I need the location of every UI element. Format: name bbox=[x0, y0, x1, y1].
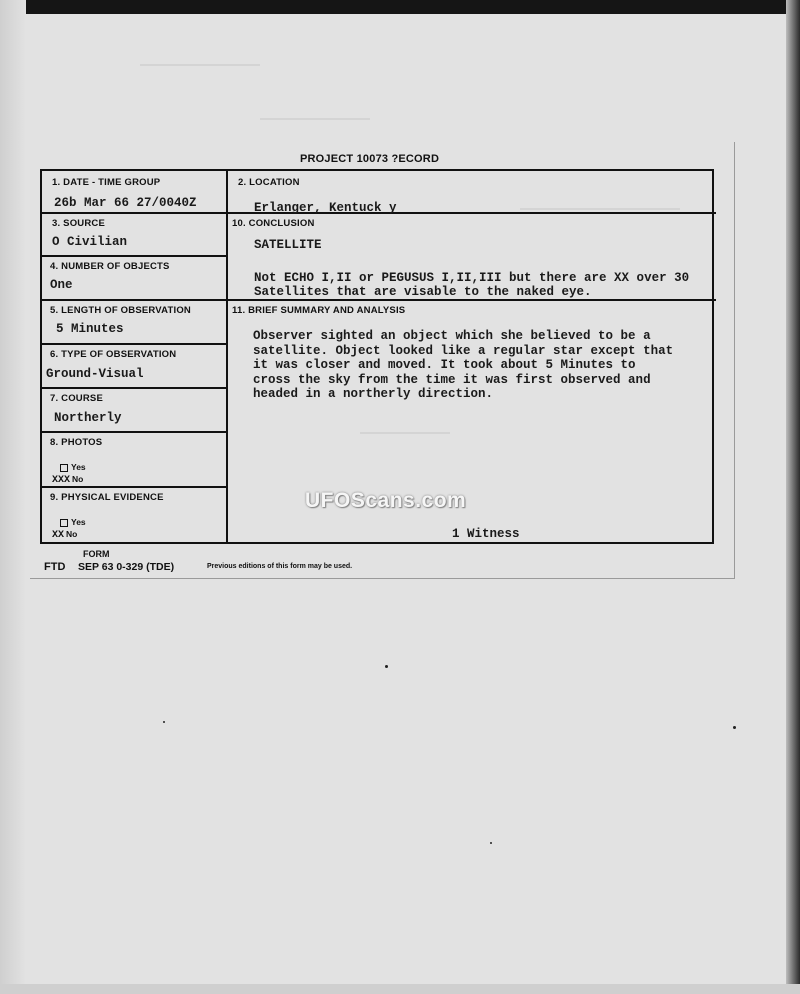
bleed-through-mark bbox=[260, 118, 370, 120]
conclusion-value: SATELLITE bbox=[254, 238, 322, 252]
row-divider bbox=[42, 343, 226, 345]
physical-evidence-no-option bbox=[52, 529, 77, 541]
row-divider bbox=[42, 255, 226, 257]
summary-line: Observer sighted an object which she believed to be a bbox=[253, 329, 651, 343]
physical-evidence-yes-option bbox=[60, 517, 86, 527]
date-time-label: 1. DATE - TIME GROUP bbox=[52, 177, 161, 188]
length-of-observation-value: 5 Minutes bbox=[56, 322, 124, 336]
record-form bbox=[40, 169, 714, 544]
course-value: Northerly bbox=[54, 411, 122, 425]
summary-label: 11. BRIEF SUMMARY AND ANALYSIS bbox=[232, 305, 406, 316]
physical-evidence-no-mark: XX bbox=[52, 530, 65, 541]
date-time-value: 26b Mar 66 27/0040Z bbox=[54, 196, 197, 210]
number-of-objects-value: One bbox=[50, 278, 73, 292]
location-value: Erlanger, Kentuck y bbox=[254, 201, 397, 215]
witness-count: 1 Witness bbox=[452, 527, 520, 541]
photos-yes-option bbox=[60, 462, 86, 472]
physical-evidence-label: 9. PHYSICAL EVIDENCE bbox=[50, 492, 164, 503]
source-value: O Civilian bbox=[52, 235, 128, 249]
summary-line: it was closer and moved. It took about 5 Minutes to bbox=[253, 358, 636, 372]
row-divider bbox=[42, 431, 226, 433]
summary-line: satellite. Object looked like a regular star except that bbox=[253, 343, 674, 358]
scan-speck bbox=[385, 665, 388, 668]
conclusion-note-line1: Not ECHO I,II or PEGUSUS I,II,III but there are XX over 30 bbox=[254, 271, 690, 285]
row-divider bbox=[42, 299, 716, 301]
column-divider bbox=[226, 171, 228, 542]
bleed-through-mark bbox=[140, 64, 260, 66]
footer-note: Previous editions of this form may be used. bbox=[207, 563, 353, 570]
summary-line: cross the sky from the time it was first observed and bbox=[253, 372, 651, 387]
scan-right-edge bbox=[786, 0, 800, 994]
photos-yes-checkbox bbox=[60, 464, 68, 472]
conclusion-label: 10. CONCLUSION bbox=[232, 218, 315, 229]
photos-yes-label: Yes bbox=[71, 462, 86, 472]
type-of-observation-label: 6. TYPE OF OBSERVATION bbox=[50, 349, 177, 360]
row-divider bbox=[42, 486, 226, 488]
physical-evidence-yes-label: Yes bbox=[71, 517, 86, 527]
summary-text bbox=[253, 329, 673, 402]
photos-label: 8. PHOTOS bbox=[50, 437, 103, 448]
physical-evidence-no-label: No bbox=[66, 529, 78, 539]
footer-form-word: FORM bbox=[83, 549, 110, 559]
scan-left-edge bbox=[0, 0, 26, 994]
photos-no-mark: XXX bbox=[52, 475, 71, 486]
footer-form-number: SEP 63 0-329 (TDE) bbox=[78, 561, 175, 573]
source-label: 3. SOURCE bbox=[52, 218, 106, 229]
number-of-objects-label: 4. NUMBER OF OBJECTS bbox=[50, 261, 170, 272]
location-label: 2. LOCATION bbox=[238, 177, 300, 188]
scan-top-edge bbox=[0, 0, 800, 14]
photos-no-label: No bbox=[72, 474, 84, 484]
summary-line: headed in a northerly direction. bbox=[253, 387, 494, 401]
physical-evidence-yes-checkbox bbox=[60, 519, 68, 527]
row-divider bbox=[42, 387, 226, 389]
photos-no-option bbox=[52, 474, 83, 486]
scan-speck bbox=[163, 721, 165, 723]
watermark: UFOScans.com bbox=[305, 489, 467, 512]
conclusion-note-line2: Satellites that are visable to the naked eye. bbox=[254, 285, 592, 299]
scan-bottom-edge bbox=[0, 984, 800, 994]
length-of-observation-label: 5. LENGTH OF OBSERVATION bbox=[50, 305, 191, 316]
type-of-observation-value: Ground-Visual bbox=[46, 367, 144, 381]
scan-speck bbox=[490, 842, 492, 844]
form-title: PROJECT 10073 ?ECORD bbox=[300, 153, 440, 165]
footer-ftd: FTD bbox=[44, 561, 66, 573]
course-label: 7. COURSE bbox=[50, 393, 104, 404]
scan-speck bbox=[733, 726, 736, 729]
